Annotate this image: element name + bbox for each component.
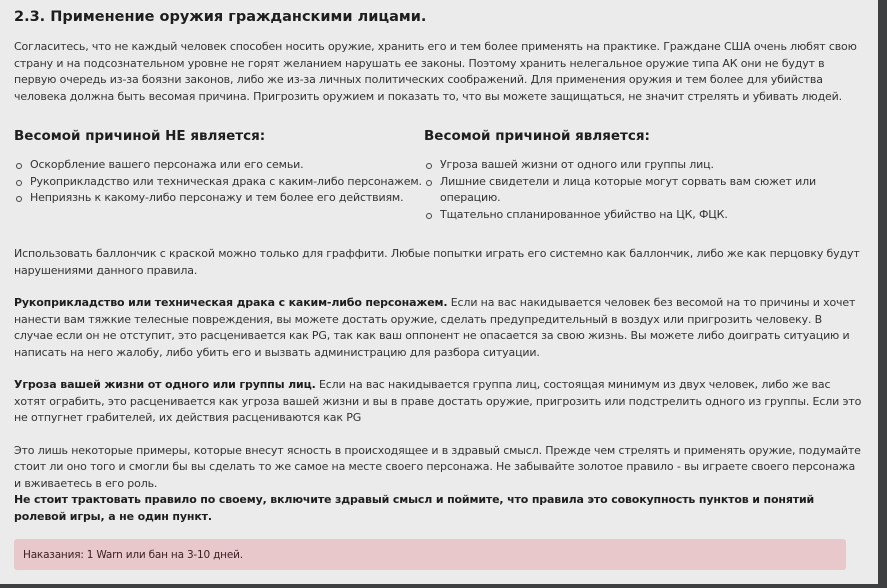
closing-paragraph: Не стоит трактовать правило по своему, включите здравый смысл и поймите, что правила это совокупность пунктов и понятий ролевой игры, а не один пункт. <box>14 493 815 523</box>
spray-paragraph: Использовать баллончик с краской можно только для граффити. Любые попытки играть его системно как баллончик, либо же как перцовку будут нарушениями данного правила. <box>14 247 860 277</box>
threat-paragraph: Угроза вашей жизни от одного или группы лиц. Если на вас накидывается группа лиц, состоящая минимум из двух человек, либо же вас хотят ограбить, это расценивается как угроза вашей жизни и вы в праве достать оружие, пригрозить или подстрелить одного из группы. Если это не отпугнет грабителей, их действия расцениваются как PG <box>14 378 862 424</box>
punishment-alert <box>14 539 846 570</box>
not-valid-reasons <box>14 128 424 223</box>
not-valid-heading: Весомой причиной НЕ является: <box>14 128 266 144</box>
circle-bullet-icon <box>16 163 22 169</box>
list-item: Лишние свидетели и лица которые могут сорвать вам сюжет или операцию. <box>424 174 862 207</box>
circle-bullet-icon <box>16 196 22 202</box>
circle-bullet-icon <box>426 163 432 169</box>
punishment-text: Наказания: 1 Warn или бан на 3-10 дней. <box>23 548 243 561</box>
valid-list <box>424 157 862 223</box>
list-item: Неприязнь к какому-либо персонажу и тем более его действиям. <box>14 190 424 207</box>
not-valid-list <box>14 157 424 207</box>
threat-bold: Угроза вашей жизни от одного или группы лиц. <box>14 378 316 391</box>
valid-heading: Весомой причиной является: <box>424 128 650 144</box>
circle-bullet-icon <box>426 213 432 219</box>
section-title: 2.3. Применение оружия гражданскими лицами. <box>14 9 427 25</box>
circle-bullet-icon <box>16 180 22 186</box>
circle-bullet-icon <box>426 180 432 186</box>
fight-paragraph: Рукоприкладство или техническая драка с каким-либо персонажем. Если на вас накидывается человек без весомой на то причины и хочет нанести вам тяжкие телесные повреждения, вы можете достать оружие, сделать предупредительный в воздух или пригрозить человеку. В случае если он не отступит, это расценивается как PG, так как ваш оппонент не опасается за свою жизнь. Вы можете либо доиграть ситуацию и написать на него жалобу, либо убить его и вызвать администрацию для разбора ситуации. <box>14 296 856 359</box>
rules-content <box>14 8 862 525</box>
intro-paragraph: Согласитесь, что не каждый человек способен носить оружие, хранить его и тем более применять на практике. Граждане США очень любят свою страну и на подсознательном уровне не горят желанием нарушать ее законы. Поэтому хранить нелегальное оружие типа АК они не будут в первую очередь из-за боязни законов, либо же из-за личных политических соображений. Для применения оружия и тем более для убийства человека должна быть весомая причина. Пригрозить оружием и показать то, что вы можете защищаться, не значит стрелять и убивать людей. <box>14 40 857 103</box>
examples-paragraph: Это лишь некоторые примеры, которые внесут ясность в происходящее и в здравый смысл. Прежде чем стрелять и применять оружие, подумайте стоит ли оно того и смогли бы вы сделать то же самое на месте своего персонажа. Не забывайте золотое правило - вы играете своего персонажа и вживаетесь в его роль. <box>14 443 861 490</box>
list-item: Угроза вашей жизни от одного или группы лиц. <box>424 157 862 174</box>
list-item: Рукоприкладство или техническая драка с каким-либо персонажем. <box>14 174 424 191</box>
reason-columns <box>14 128 862 223</box>
valid-reasons <box>424 128 862 223</box>
fight-bold: Рукоприкладство или техническая драка с каким-либо персонажем. <box>14 296 448 309</box>
list-item: Тщательно спланированное убийство на ЦК, ФЦК. <box>424 207 862 224</box>
list-item: Оскорбление вашего персонажа или его семьи. <box>14 157 424 174</box>
